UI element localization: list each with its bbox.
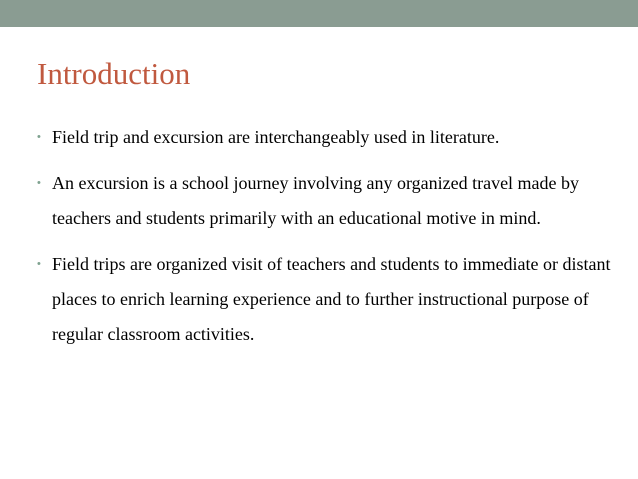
bullet-item xyxy=(37,166,617,236)
bullet-icon: • xyxy=(37,177,41,189)
bullet-text: Field trips are organized visit of teachers and students to immediate or distant places to enrich learning experience and to further instructional purpose of regular classroom activities. xyxy=(52,254,611,344)
bullet-text: Field trip and excursion are interchangeably used in literature. xyxy=(52,127,500,147)
bullet-icon: • xyxy=(37,258,41,270)
bullet-text: An excursion is a school journey involving any organized travel made by teachers and students primarily with an educational motive in mind. xyxy=(52,173,580,228)
bullet-list xyxy=(37,120,617,363)
slide-title: Introduction xyxy=(37,56,191,91)
bullet-item xyxy=(37,120,617,155)
bullet-item xyxy=(37,247,617,352)
top-accent-bar xyxy=(0,0,638,27)
bullet-icon: • xyxy=(37,131,41,143)
